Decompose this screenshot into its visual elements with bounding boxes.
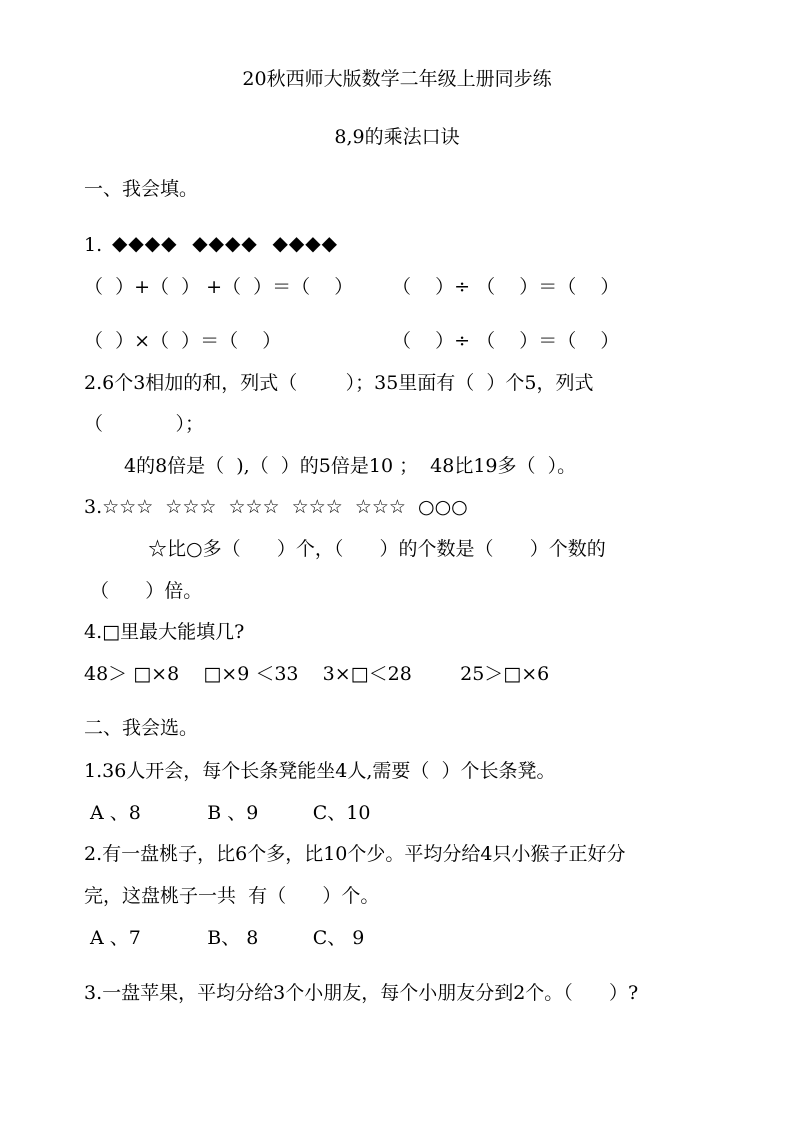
q1-row2-left: （ ）×（ ）＝（ ） [84,330,282,352]
q1-row2-right: （ ）÷ （ ）＝（ ） [392,330,620,352]
q1-row1-left: （ ）+（ ） +（ ）＝（ ） [84,276,354,298]
s2-q3-question: 3.一盘苹果，平均分给3个小朋友，每个小朋友分到2个。（ ）? [84,982,639,1004]
section-1-heading: 一、我会填。 [84,178,199,200]
q3-line-2: ☆比○多（ ）个，（ ）的个数是（ ）个数的 [148,538,606,560]
q1-row1-right: （ ）÷ （ ）＝（ ） [392,276,620,298]
page-subtitle: 8,9的乘法口诀 [334,126,460,148]
q4-line-1: 4.□里最大能填几? [84,621,245,643]
s2-q2-line-2: 完，这盘桃子一共 有（ ）个。 [84,885,380,907]
q2-line-1: 2.6个3相加的和，列式（ ）；35里面有（ ）个5，列式 [84,372,594,394]
s2-q2-options: A 、7 B、 8 C、 9 [90,927,365,949]
q3-line-3: （ ）倍。 [90,580,203,602]
q2-line-3: 4的8倍是（ ),（ ）的5倍是10 ； 48比19多（ ）。 [124,455,577,477]
q1-prefix: 1. [84,234,103,256]
page-title: 20秋西师大版数学二年级上册同步练 [242,68,552,90]
q2-line-2: （ ）； [84,413,204,435]
section-2-heading: 二、我会选。 [84,717,199,739]
q4-line-2: 48＞ □×8 □×9 ＜33 3×□＜28 25＞□×6 [84,663,550,685]
s2-q2-line-1: 2.有一盘桃子，比6个多，比10个少。平均分给4只小猴子正好分 [84,843,626,865]
s2-q1-options: A 、8 B 、9 C、10 [90,802,371,824]
q1-diamonds: ◆◆◆◆ ◆◆◆◆ ◆◆◆◆ [112,231,338,255]
s2-q1-question: 1.36人开会，每个长条凳能坐4人,需要（ ）个长条凳。 [84,760,556,782]
q3-line-1: 3.☆☆☆ ☆☆☆ ☆☆☆ ☆☆☆ ☆☆☆ ○○○ [84,496,468,518]
